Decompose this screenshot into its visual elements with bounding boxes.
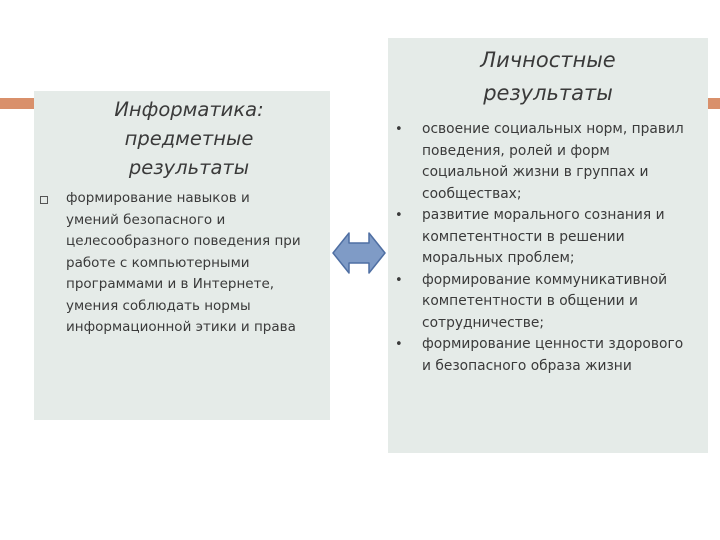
bullet-dot-icon: • — [395, 337, 403, 352]
left-text-line: работе с компьютерными — [66, 254, 250, 271]
right-panel-list — [392, 119, 708, 377]
list-item-line: компетентности в общении и — [422, 293, 638, 309]
list-item-line: и безопасного образа жизни — [422, 357, 632, 374]
left-panel-text — [66, 188, 326, 339]
left-title-line: Информатика: — [114, 98, 264, 121]
left-text-line: формирование навыков и — [66, 190, 250, 206]
accent-bar-left — [0, 98, 34, 109]
right-title-line: результаты — [483, 81, 613, 105]
list-item — [392, 205, 708, 270]
double-arrow-icon — [332, 230, 386, 276]
right-panel-title — [388, 44, 708, 110]
list-item — [392, 334, 708, 377]
left-text-line: умения соблюдать нормы — [66, 297, 251, 314]
left-title-line: предметные — [124, 127, 254, 150]
list-item-line: освоение социальных норм, правил — [422, 121, 684, 137]
right-title-line: Личностные — [480, 48, 616, 72]
left-text-line: программами и в Интернете, — [66, 276, 275, 292]
list-item-line: компетентности в решении — [422, 228, 625, 245]
left-panel-title — [84, 95, 294, 182]
list-item-line: формирование ценности здорового — [422, 336, 684, 352]
list-item-line: сотрудничестве; — [422, 314, 545, 331]
accent-bar-right — [708, 98, 720, 109]
bullet-dot-icon: • — [395, 208, 403, 223]
left-text-line: умений безопасного и — [66, 211, 226, 228]
bullet-dot-icon: • — [395, 122, 403, 137]
list-item-line: формирование коммуникативной — [422, 271, 668, 288]
list-item-line: поведения, ролей и форм — [422, 142, 610, 159]
list-item-line: моральных проблем; — [422, 250, 575, 266]
bullet-dot-icon: • — [395, 272, 403, 288]
list-item-line: развитие морального сознания и — [422, 207, 665, 223]
list-item-line: социальной жизни в группах и — [422, 164, 649, 180]
left-title-line: результаты — [128, 156, 250, 179]
list-item — [392, 270, 708, 335]
left-text-line: целесообразного поведения при — [66, 233, 301, 249]
square-bullet-icon — [40, 196, 48, 204]
list-item — [392, 119, 708, 205]
list-item-line: сообществах; — [422, 185, 522, 202]
left-text-line: информационной этики и права — [66, 319, 296, 335]
